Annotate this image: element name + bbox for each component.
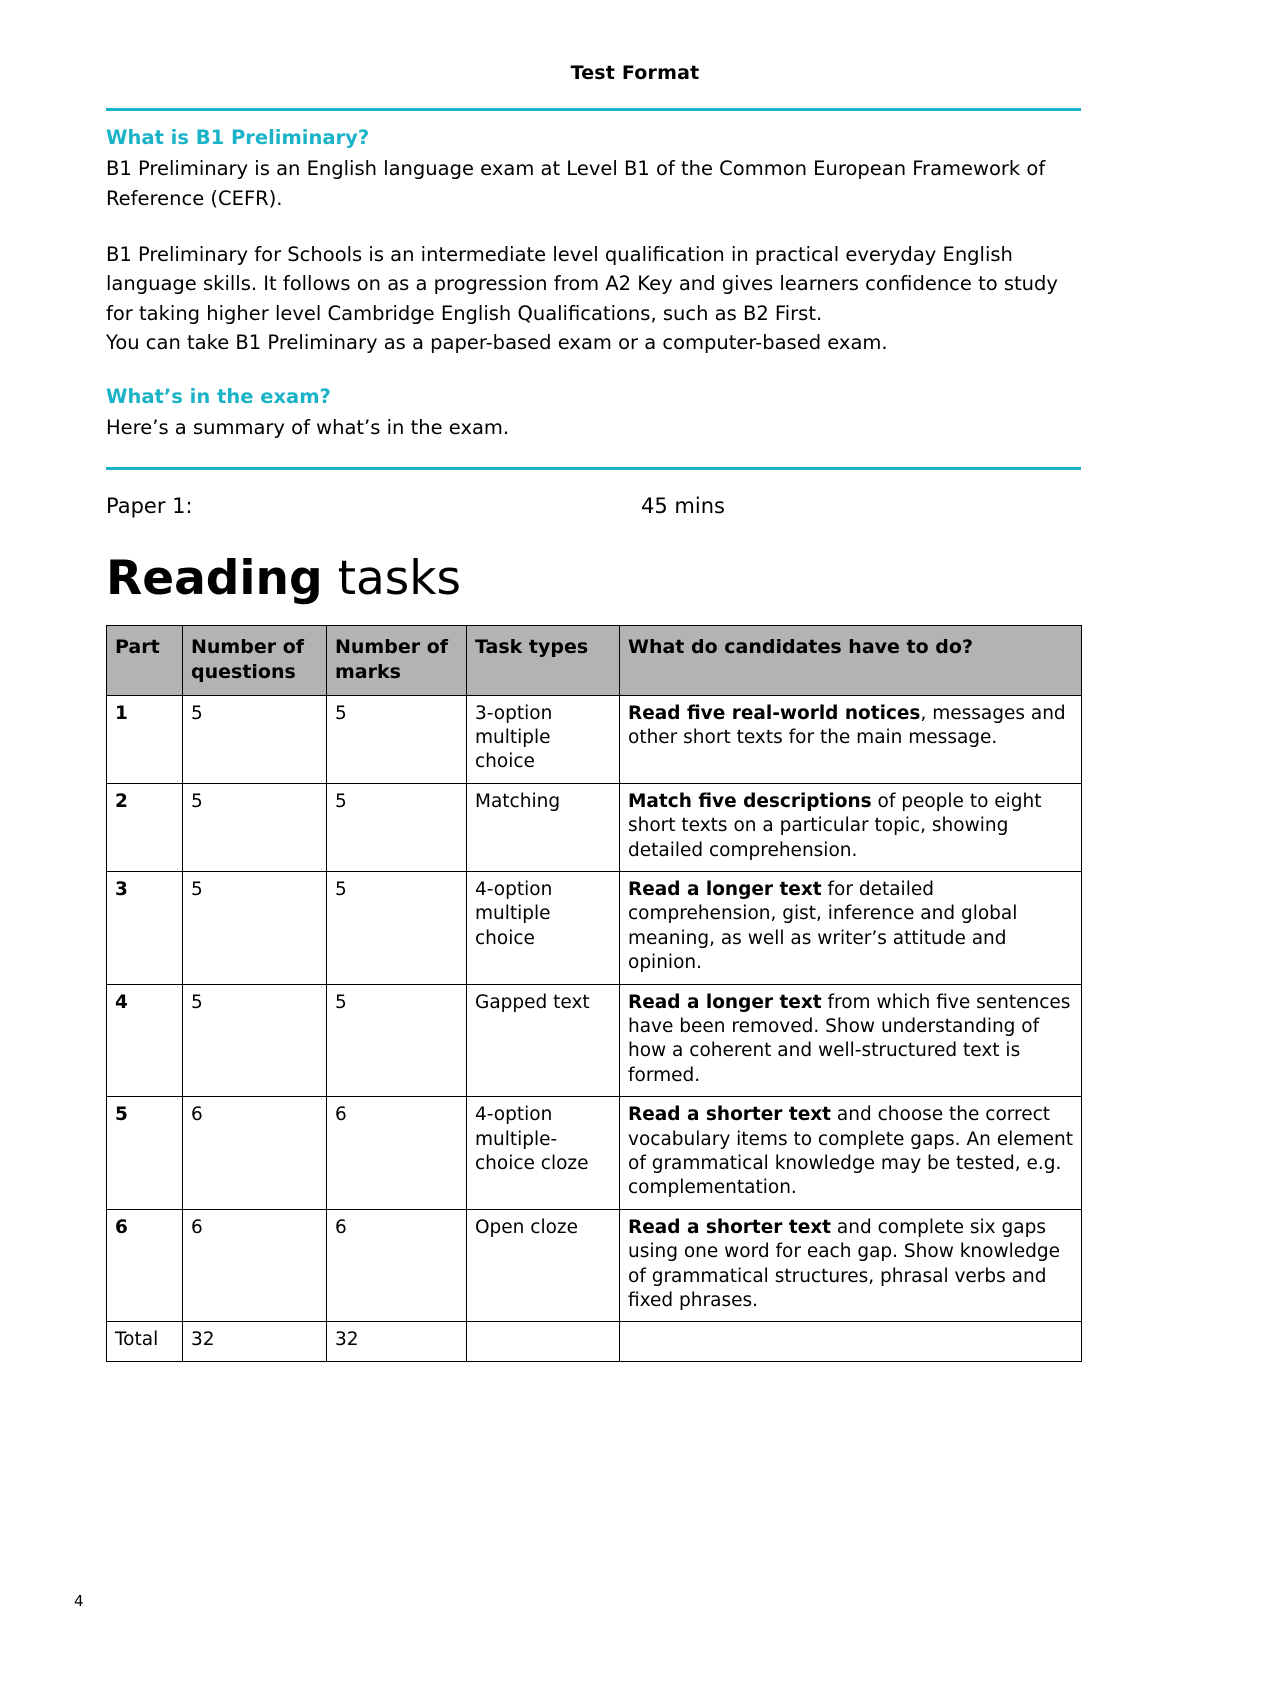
- cell-description-rest: of people to eight short texts on a particular topic, showing detailed comprehension.: [628, 790, 1042, 861]
- cell-part: 2: [107, 783, 183, 871]
- table-total-row: [107, 1322, 1082, 1361]
- paper-duration: 45 mins: [641, 494, 725, 518]
- cell-task-type: 4-option multiple-choice cloze: [467, 1097, 620, 1210]
- cell-total-description: [620, 1322, 1082, 1361]
- cell-total-label: Total: [107, 1322, 183, 1361]
- cell-marks: 5: [327, 695, 467, 783]
- cell-part: 3: [107, 871, 183, 984]
- cell-total-task-type: [467, 1322, 620, 1361]
- cell-task-type: Matching: [467, 783, 620, 871]
- cell-questions: 6: [183, 1097, 327, 1210]
- cell-description: [620, 1097, 1082, 1210]
- cell-description: [620, 871, 1082, 984]
- cell-description: [620, 1209, 1082, 1322]
- cell-part: 4: [107, 984, 183, 1097]
- reading-tasks-title-rest: tasks: [322, 551, 462, 606]
- cell-questions: 5: [183, 871, 327, 984]
- column-header-part: Part: [107, 626, 183, 695]
- paper-info-row: [106, 494, 1081, 518]
- cell-marks: 5: [327, 783, 467, 871]
- column-header-candidate-task: What do candidates have to do?: [620, 626, 1082, 695]
- paragraph-exam-formats: You can take B1 Preliminary as a paper-based exam or a computer-based exam.: [106, 331, 888, 355]
- cell-description-bold: Read a longer text: [628, 878, 822, 900]
- cell-description-bold: Read a shorter text: [628, 1104, 832, 1126]
- cell-description: [620, 695, 1082, 783]
- cell-description: [620, 984, 1082, 1097]
- column-header-task-types: Task types: [467, 626, 620, 695]
- cell-total-marks: 32: [327, 1322, 467, 1361]
- cell-part: 5: [107, 1097, 183, 1210]
- paper-label: Paper 1:: [106, 494, 193, 518]
- cell-marks: 6: [327, 1097, 467, 1210]
- section-heading-whats-in-exam: What’s in the exam?: [106, 385, 331, 409]
- page-content: [106, 108, 1081, 1362]
- table-row: [107, 695, 1082, 783]
- cell-total-questions: 32: [183, 1322, 327, 1361]
- cell-questions: 5: [183, 695, 327, 783]
- reading-tasks-title: [106, 551, 1081, 606]
- cell-description: [620, 783, 1082, 871]
- cell-description-rest: , messages and other short texts for the main message.: [628, 702, 1066, 748]
- cell-part: 1: [107, 695, 183, 783]
- reading-tasks-title-bold: Reading: [106, 551, 323, 606]
- cell-description-bold: Match five descriptions: [628, 790, 872, 812]
- cell-description-rest: from which five sentences have been removed. Show understanding of how a coherent and well-structured text is formed.: [628, 991, 1071, 1086]
- cell-description-bold: Read a shorter text: [628, 1216, 832, 1238]
- divider-top: [106, 108, 1081, 111]
- divider-mid: [106, 467, 1081, 470]
- table-row: [107, 783, 1082, 871]
- cell-task-type: Gapped text: [467, 984, 620, 1097]
- table-row: [107, 1209, 1082, 1322]
- table-row: [107, 984, 1082, 1097]
- cell-questions: 5: [183, 783, 327, 871]
- paragraph-exam-summary: Here’s a summary of what’s in the exam.: [106, 416, 510, 440]
- table-header-row: [107, 626, 1082, 695]
- table-row: [107, 1097, 1082, 1210]
- cell-marks: 6: [327, 1209, 467, 1322]
- cell-marks: 5: [327, 984, 467, 1097]
- paragraph-b1-definition: B1 Preliminary is an English language exam at Level B1 of the Common European Framework of Reference (CEFR).: [106, 157, 1046, 210]
- cell-description-bold: Read a longer text: [628, 991, 822, 1013]
- cell-description-rest: and choose the correct vocabulary items to complete gaps. An element of grammatical knowledge may be tested, e.g. complementation.: [628, 1104, 1073, 1199]
- column-header-number-of-questions: Number of questions: [183, 626, 327, 695]
- cell-part: 6: [107, 1209, 183, 1322]
- page-title: Test Format: [570, 62, 700, 84]
- cell-marks: 5: [327, 871, 467, 984]
- cell-description-bold: Read five real-world notices: [628, 702, 921, 724]
- paragraph-spacer: [106, 214, 1081, 240]
- reading-tasks-table: [106, 625, 1082, 1362]
- column-header-number-of-marks: Number of marks: [327, 626, 467, 695]
- cell-questions: 6: [183, 1209, 327, 1322]
- cell-description-rest: and complete six gaps using one word for each gap. Show knowledge of grammatical structures, phrasal verbs and fixed phrases.: [628, 1216, 1060, 1312]
- section-heading-what-is-b1: What is B1 Preliminary?: [106, 126, 370, 149]
- paragraph-spacer-2: [106, 358, 1081, 384]
- cell-task-type: Open cloze: [467, 1209, 620, 1322]
- cell-questions: 5: [183, 984, 327, 1097]
- cell-task-type: 4-option multiple choice: [467, 871, 620, 984]
- table-row: [107, 871, 1082, 984]
- page-number: 4: [74, 1592, 84, 1610]
- cell-task-type: 3-option multiple choice: [467, 695, 620, 783]
- cell-description-rest: for detailed comprehension, gist, inference and global meaning, as well as writer’s attitude and opinion.: [628, 878, 1018, 974]
- paragraph-b1-schools: B1 Preliminary for Schools is an intermediate level qualification in practical everyday English language skills. It follows on as a progression from A2 Key and gives learners confidence to study for taking higher level Cambridge English Qualifications, such as B2 First.: [106, 242, 1058, 325]
